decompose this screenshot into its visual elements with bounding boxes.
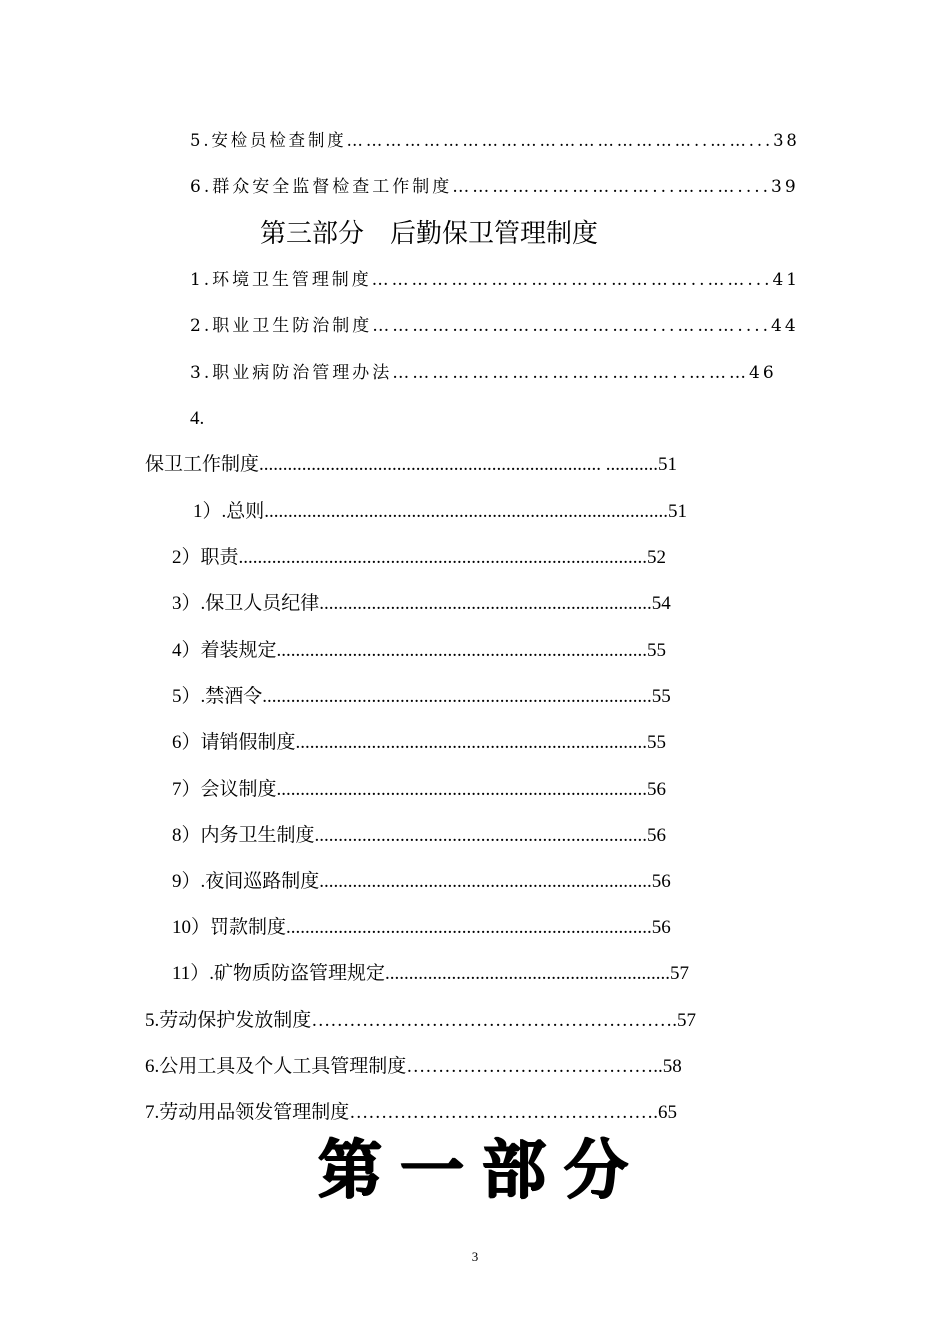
toc-subentry: 11）.矿物质防盗管理规定............................................................57 bbox=[172, 963, 690, 984]
toc-entry: 7.劳动用品领发管理制度………………………………………….65 bbox=[145, 1102, 678, 1123]
toc-subentry: 5）.禁酒令..................................................................................55 bbox=[172, 686, 671, 707]
toc-subentry: 9）.夜间巡路制度......................................................................56 bbox=[172, 871, 671, 892]
toc-entry-number: 4. bbox=[190, 408, 205, 429]
page-number: 3 bbox=[471, 1249, 479, 1264]
toc-subentry: 10）罚款制度.............................................................................56 bbox=[172, 917, 671, 938]
toc-entry: 6.群众安全监督检查工作制度…………………………...………....39 bbox=[190, 177, 799, 197]
toc-entry: 6.公用工具及个人工具管理制度…………………………………..58 bbox=[145, 1056, 682, 1077]
toc-subentry: 2）职责......................................................................................52 bbox=[172, 547, 667, 568]
toc-entry: 5.安检员检查制度………………………………………………..……...38 bbox=[190, 131, 800, 151]
part-title: 第一部分 bbox=[318, 1133, 646, 1208]
toc-subentry: 8）内务卫生制度......................................................................56 bbox=[172, 825, 667, 846]
toc-entry: 5.劳动保护发放制度………………………………………………….57 bbox=[145, 1010, 697, 1031]
toc-entry: 1.环境卫生管理制度…………………………………………..……...41 bbox=[190, 270, 801, 290]
toc-entry: 2.职业卫生防治制度……………………………………...………....44 bbox=[190, 316, 799, 336]
toc-subentry: 1）.总则.....................................................................................51 bbox=[193, 501, 688, 522]
toc-subentry: 3）.保卫人员纪律......................................................................54 bbox=[172, 593, 671, 614]
toc-entry: 3.职业病防治管理办法……………………………………..………46 bbox=[190, 363, 777, 383]
toc-entry: 保卫工作制度........................................................................ ...........51 bbox=[145, 454, 678, 475]
toc-subentry: 4）着装规定..............................................................................55 bbox=[172, 640, 667, 661]
toc-subentry: 6）请销假制度..........................................................................55 bbox=[172, 732, 667, 753]
part-heading: 第三部分 后勤保卫管理制度 bbox=[260, 219, 599, 249]
toc-subentry: 7）会议制度..............................................................................56 bbox=[172, 779, 667, 800]
